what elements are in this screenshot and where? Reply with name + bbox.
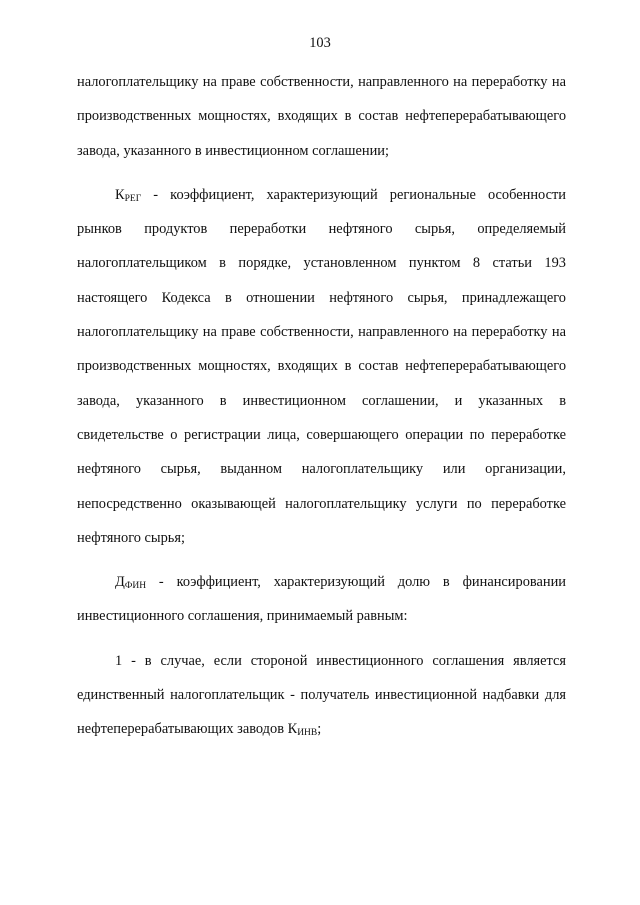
text-line: налогоплательщику услуги по переработке нефтяного сырья; xyxy=(77,495,566,546)
paragraph xyxy=(77,65,566,168)
text-line: налогоплательщику на праве собственности, направленного xyxy=(77,324,449,341)
text-line: совершающего операции по переработке нефтяного сырья, выданном xyxy=(77,426,566,478)
text-line: нефтеперерабатывающего завода, указанного в инвестиционном xyxy=(77,358,567,409)
coefficient-subscript: РЕГ xyxy=(124,193,142,204)
text-line: - коэффициент, характеризующий региональные особенности xyxy=(141,186,566,203)
text-line: инвестиционного соглашения, принимаемый равным: xyxy=(77,608,408,625)
paragraph xyxy=(77,565,566,634)
text-line: налогоплательщиком в порядке, установленном пунктом 8 статьи 193 xyxy=(77,255,566,272)
text-line: настоящего Кодекса в отношении нефтяного сырья, принадлежащего xyxy=(77,289,566,306)
paragraph xyxy=(77,644,566,747)
coefficient-symbol: К xyxy=(115,186,125,203)
body-text xyxy=(77,65,566,757)
text-line: налогоплательщику на праве собственности, направленного xyxy=(77,74,449,90)
text-line: для нефтеперерабатывающих заводов К xyxy=(77,687,566,738)
text-line: - коэффициент, характеризующий долю в финансировании xyxy=(146,574,566,591)
text-line: нефтеперерабатывающего завода, указанного в инвестиционном xyxy=(77,108,567,159)
page-number: 103 xyxy=(309,35,331,51)
text-line: соглашении, и указанных в свидетельстве о регистрации лица, xyxy=(77,392,566,443)
text-line: единственный налогоплательщик - получатель инвестиционной надбавки xyxy=(77,687,540,704)
paragraph xyxy=(77,178,566,555)
text-line: 1 - в случае, если стороной инвестиционного соглашения является xyxy=(115,652,566,669)
text-line: на переработку на производственных мощностях, входящих в состав xyxy=(77,324,566,375)
coefficient-symbol: Д xyxy=(115,574,125,591)
text-line: соглашении; xyxy=(312,142,389,159)
coefficient-subscript: ИНВ xyxy=(297,728,318,739)
coefficient-subscript: ФИН xyxy=(124,581,147,592)
text-line: рынков продуктов переработки нефтяного сырья, определяемый xyxy=(77,221,566,238)
text-line: налогоплательщику или организации, непосредственно оказывающей xyxy=(77,461,566,512)
text-line: на переработку на производственных мощностях, входящих в состав xyxy=(77,74,566,125)
trailing-punctuation: ; xyxy=(317,721,322,738)
